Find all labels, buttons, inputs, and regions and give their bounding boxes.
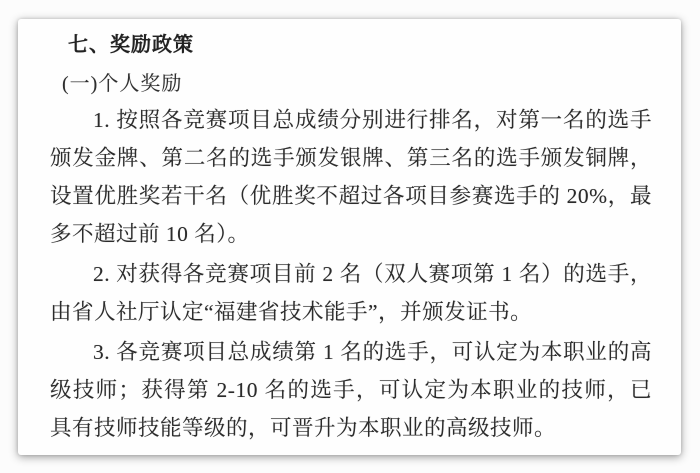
- document-card: [18, 19, 681, 455]
- paragraph-3: 3. 各竞赛项目总成绩第 1 名的选手，可认定为本职业的高级技师；获得第 2-10 名的选手，可认定为本职业的技师，已具有技师技能等级的，可晋升为本职业的高级技师。: [50, 340, 652, 440]
- sub-heading: (一)个人奖励: [62, 73, 183, 95]
- section-heading: 七、奖励政策: [68, 34, 194, 56]
- paragraph-1: 1. 按照各竞赛项目总成绩分别进行排名，对第一名的选手颁发金牌、第二名的选手颁发银牌、第三名的选手颁发铜牌，设置优胜奖若干名（优胜奖不超过各项目参赛选手的 20%，最多不超过前 10 名）。: [50, 108, 652, 246]
- body-text: [50, 101, 652, 447]
- document-content: [50, 29, 652, 447]
- paragraph-2: 2. 对获得各竞赛项目前 2 名（双人赛项第 1 名）的选手，由省人社厅认定“福建省技术能手”，并颁发证书。: [50, 262, 652, 324]
